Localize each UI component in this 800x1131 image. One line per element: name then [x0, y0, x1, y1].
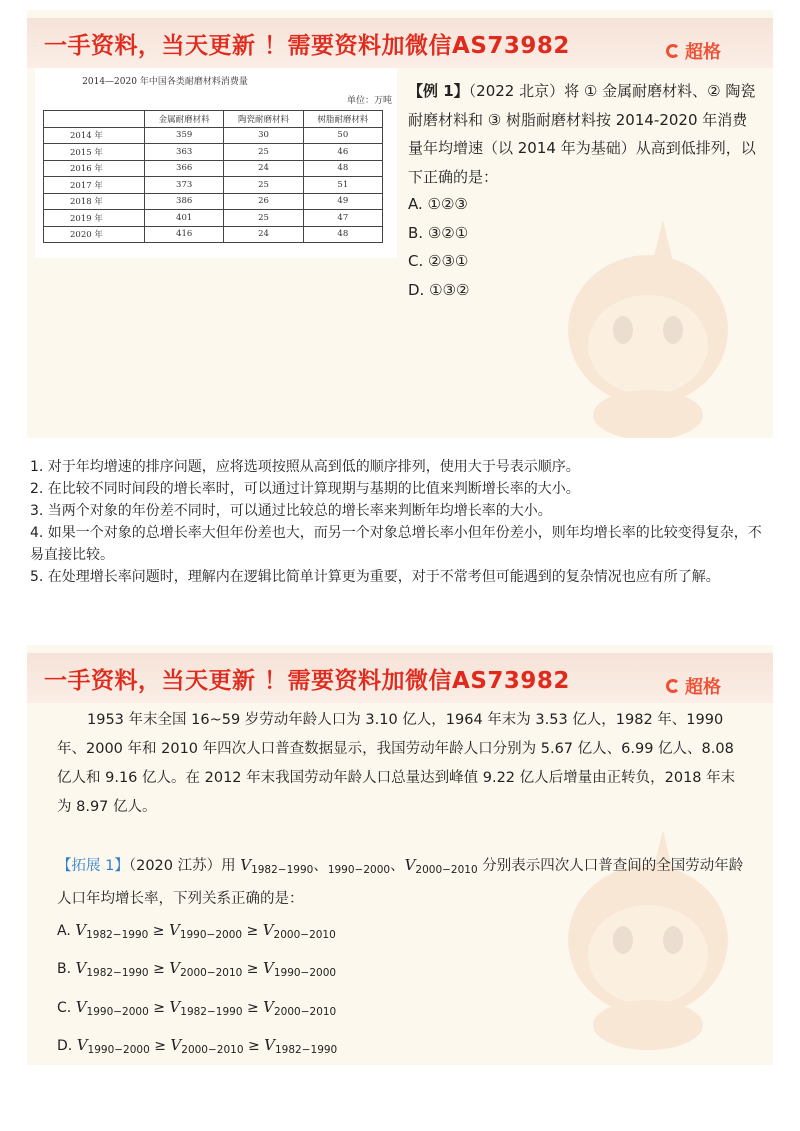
rate-symbol: V: [262, 959, 274, 977]
table-cell: 359: [145, 127, 224, 144]
question-1: [408, 77, 758, 191]
notes-section: [30, 456, 772, 588]
consumption-table: [43, 110, 383, 243]
brand-logo-icon: [666, 44, 680, 58]
table-cell: 363: [145, 144, 224, 161]
rate-subscript: 1982−1990: [86, 967, 149, 979]
question-2-suffix: 分别表示四次人口普查间的全国劳动年龄人口年均增长率，下列关系正确的是：: [57, 858, 744, 907]
table-cell: 26: [224, 193, 303, 210]
question-2-prefix: （2020 江苏）用: [128, 858, 241, 874]
table-cell: 49: [303, 193, 382, 210]
consumption-table-image: [35, 68, 397, 258]
option-c[interactable]: C. ②③①: [408, 252, 469, 270]
option-label: B.: [57, 961, 76, 977]
option-a[interactable]: A. ①②③: [408, 195, 468, 213]
option-b[interactable]: B. ③②①: [408, 223, 469, 242]
table-cell: 2016 年: [44, 160, 145, 177]
ge-sign: ≥: [247, 1038, 260, 1054]
table-cell: 366: [145, 160, 224, 177]
rate-subscript: 1982−1990: [180, 1006, 243, 1018]
table-cell: 401: [145, 210, 224, 227]
rate-subscript: 1982−1990: [251, 864, 314, 876]
rate-symbol: V: [264, 1036, 275, 1054]
table-row: [44, 160, 383, 177]
ge-sign: ≥: [152, 923, 165, 939]
rate-subscript: 2000−2010: [180, 967, 243, 979]
table-cell: 2015 年: [44, 144, 145, 161]
mascot-watermark-icon: [543, 210, 753, 438]
rate-symbol: V: [170, 1036, 182, 1054]
table-row: [44, 177, 383, 194]
rate-symbol: V: [240, 856, 252, 874]
table-cell: 25: [224, 210, 303, 227]
question-1-tag: 【例 1】: [408, 82, 469, 100]
rate-subscript: 1990−2000: [86, 1006, 149, 1018]
option-label: A.: [57, 923, 76, 939]
rate-subscript: 2000−2010: [274, 1006, 337, 1018]
table-row: [44, 127, 383, 144]
table-cell: 416: [145, 226, 224, 243]
table-header-cell: [44, 111, 145, 128]
ge-sign: ≥: [153, 961, 165, 977]
note-item: 3. 当两个对象的年份差不同时，可以通过比较总的增长率来判断年均增长率的大小。: [30, 503, 552, 519]
table-cell: 51: [303, 177, 382, 194]
table-row: [44, 210, 383, 227]
rate-subscript: 1982−1990: [86, 929, 149, 941]
table-header-row: [44, 111, 383, 128]
table-header-cell: 陶瓷耐磨材料: [224, 111, 303, 128]
option-b[interactable]: [57, 959, 336, 979]
table-cell: 25: [224, 144, 303, 161]
question-1-text: （2022 北京）将 ① 金属耐磨材料、② 陶瓷耐磨材料和 ③ 树脂耐磨材料按 2014-2020 年消费量年均增速（以 2014 年为基础）从高到低排列，以下正确的是：: [408, 82, 756, 186]
table-cell: 2017 年: [44, 177, 145, 194]
passage-body: 1953 年末全国 16~59 岁劳动年龄人口为 3.10 亿人，1964 年末为 3.53 亿人，1982 年、1990 年、2000 年和 2010 年四次人口普查数据显示，我国劳动年龄人口分别为 5.67 亿人、6.99 亿人、8.08 亿人和 9.16 亿人。在 2012 年末我国劳动年龄人口总量达到峰值 9.22 亿人后增量由正转负，2018 年末为 8.97 亿人。: [57, 712, 736, 815]
option-label: D.: [57, 1038, 77, 1054]
slide-example-1: [27, 10, 773, 438]
separator: 、: [313, 858, 328, 874]
note-item: 5. 在处理增长率问题时，理解内在逻辑比简单计算更为重要，对于不常考但可能遇到的复杂情况也应有所了解。: [30, 569, 720, 585]
rate-subscript: 2000−2010: [273, 929, 336, 941]
separator: 、: [390, 858, 405, 874]
table-cell: 2018 年: [44, 193, 145, 210]
rate-symbol: V: [75, 921, 87, 939]
rate-subscript: 1982−1990: [275, 1044, 338, 1056]
header-banner: [27, 653, 773, 703]
rate-subscript: 2000−2010: [415, 864, 478, 876]
question-2: [57, 851, 747, 914]
note-item: 4. 如果一个对象的总增长率大但年份差也大，而另一个对象总增长率小但年份差小，则年均增长率的比较变得复杂，不易直接比较。: [30, 525, 762, 563]
rate-symbol: V: [75, 998, 87, 1016]
table-cell: 24: [224, 160, 303, 177]
table-cell: 47: [303, 210, 382, 227]
ge-sign: ≥: [153, 1000, 165, 1016]
brand-logo: [666, 38, 721, 64]
table-cell: 50: [303, 127, 382, 144]
note-item: 2. 在比较不同时间段的增长率时，可以通过计算现期与基期的比值来判断增长率的大小。: [30, 481, 580, 497]
table-cell: 30: [224, 127, 303, 144]
table-title: 2014—2020 年中国各类耐磨材料消费量: [82, 77, 248, 87]
ge-sign: ≥: [246, 961, 259, 977]
rate-symbol: V: [263, 998, 274, 1016]
rate-symbol: V: [76, 1036, 88, 1054]
rate-symbol: V: [169, 959, 181, 977]
ge-sign: ≥: [246, 1000, 259, 1016]
table-cell: 2020 年: [44, 226, 145, 243]
table-cell: 25: [224, 177, 303, 194]
table-cell: 386: [145, 193, 224, 210]
table-cell: 24: [224, 226, 303, 243]
table-cell: 373: [145, 177, 224, 194]
rate-symbol: V: [262, 921, 274, 939]
brand-logo-text: 超格: [685, 42, 721, 63]
rate-symbol: V: [169, 998, 181, 1016]
table-row: [44, 226, 383, 243]
banner-text: 一手资料，当天更新 ！需要资料加微信AS73982: [44, 33, 570, 59]
note-item: 1. 对于年均增速的排序问题，应将选项按照从高到低的顺序排列，使用大于号表示顺序。: [30, 459, 580, 475]
option-a[interactable]: [57, 921, 336, 941]
table-cell: 2019 年: [44, 210, 145, 227]
brand-logo-icon: [666, 679, 680, 693]
ge-sign: ≥: [246, 923, 259, 939]
table-row: [44, 193, 383, 210]
banner-text: 一手资料，当天更新 ！需要资料加微信AS73982: [44, 668, 570, 694]
table-cell: 48: [303, 226, 382, 243]
table-unit: 单位：万吨: [347, 96, 393, 106]
rate-symbol: V: [168, 921, 180, 939]
rate-symbol: V: [404, 856, 416, 874]
question-2-tag: 【拓展 1】: [57, 858, 129, 874]
brand-logo: [666, 673, 721, 699]
option-c[interactable]: [57, 998, 336, 1018]
ge-sign: ≥: [154, 1038, 166, 1054]
table-row: [44, 144, 383, 161]
passage-text: [57, 706, 747, 822]
rate-subscript: 1990−2000: [87, 1044, 150, 1056]
table-cell: 48: [303, 160, 382, 177]
option-d[interactable]: D. ①③②: [408, 280, 470, 299]
option-d[interactable]: [57, 1036, 337, 1056]
brand-logo-text: 超格: [685, 677, 721, 698]
table-header-cell: 树脂耐磨材料: [303, 111, 382, 128]
option-label: C.: [57, 1000, 76, 1016]
table-cell: 46: [303, 144, 382, 161]
question-1-options: [408, 190, 469, 304]
table-header-cell: 金属耐磨材料: [145, 111, 224, 128]
header-banner: [27, 18, 773, 68]
rate-subscript: 1990−2000: [327, 864, 391, 876]
rate-subscript: 1990−2000: [179, 929, 243, 941]
table-cell: 2014 年: [44, 127, 145, 144]
rate-subscript: 1990−2000: [273, 967, 337, 979]
rate-symbol: V: [75, 959, 87, 977]
rate-subscript: 2000−2010: [181, 1044, 244, 1056]
